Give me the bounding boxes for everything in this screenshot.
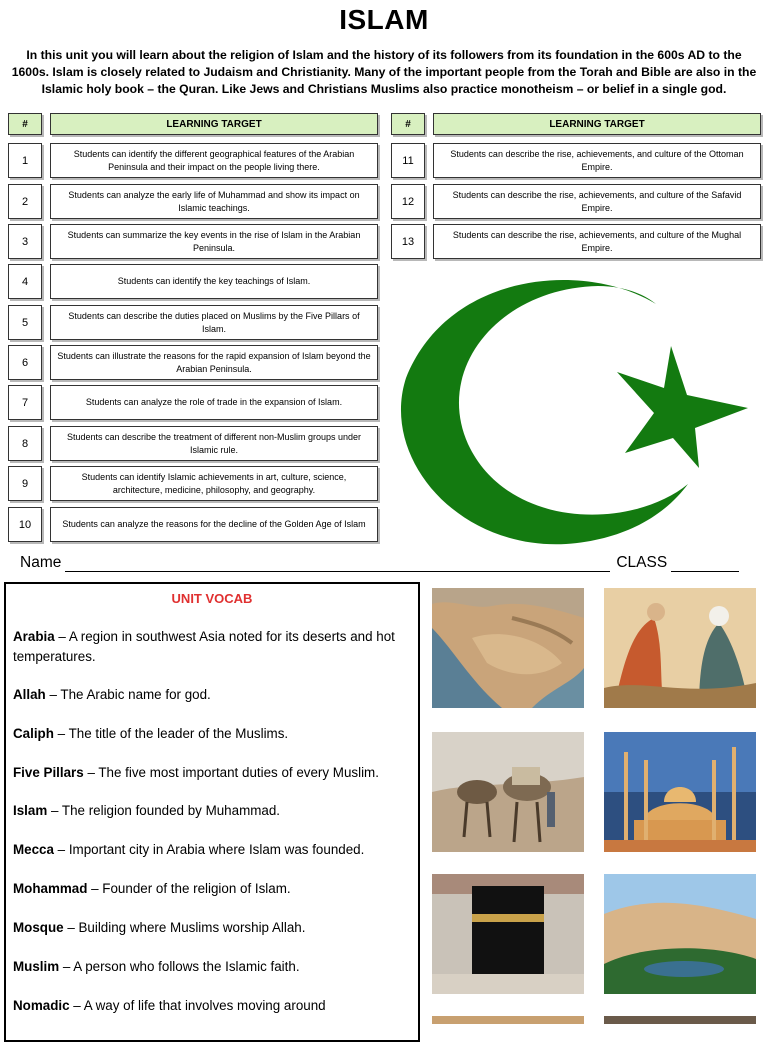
vocab-item [13, 840, 413, 860]
target-text: Students can describe the treatment of different non-Muslim groups under Islamic rule. [50, 426, 378, 461]
vocab-definition: – The title of the leader of the Muslims. [53, 726, 289, 741]
vocab-item [13, 763, 413, 783]
name-label: Name [20, 554, 62, 571]
vocab-definition: – Important city in Arabia where Islam was founded. [53, 842, 365, 857]
page-title: ISLAM [339, 4, 429, 35]
desert-oasis-image [604, 874, 756, 994]
vocab-term: Islam [13, 803, 48, 818]
vocab-item [13, 801, 413, 821]
kaaba-mecca-image [432, 874, 584, 994]
target-number: 2 [8, 184, 42, 219]
vocab-definition: – A way of life that involves moving around [69, 998, 326, 1013]
class-field[interactable] [671, 555, 739, 572]
table-header-number-right: # [391, 113, 425, 135]
name-field[interactable] [65, 555, 610, 572]
target-text: Students can identify the different geographical features of the Arabian Peninsula and their impact on the people living there. [50, 143, 378, 178]
mosque-image [604, 732, 756, 852]
class-label: CLASS [616, 554, 668, 571]
target-text: Students can identify Islamic achievements in art, culture, science, architecture, medicine, philosophy, and geography. [50, 466, 378, 501]
target-text: Students can analyze the reasons for the decline of the Golden Age of Islam [50, 507, 378, 542]
vocab-item [13, 879, 413, 899]
target-number: 12 [391, 184, 425, 219]
vocab-definition: – Building where Muslims worship Allah. [63, 920, 306, 935]
name-class-line [20, 554, 750, 572]
target-text: Students can describe the duties placed on Muslims by the Five Pillars of Islam. [50, 305, 378, 340]
bottom-image-right [604, 1016, 756, 1024]
target-number: 13 [391, 224, 425, 259]
vocab-definition: – A region in southwest Asia noted for its deserts and hot temperatures. [13, 629, 395, 664]
vocab-definition: – The Arabic name for god. [45, 687, 211, 702]
table-header-target-right: LEARNING TARGET [433, 113, 761, 135]
vocab-term: Mecca [13, 842, 54, 857]
vocab-item [13, 685, 413, 705]
vocab-definition: – The five most important duties of every Muslim. [83, 765, 379, 780]
vocab-item [13, 996, 413, 1016]
vocab-item [13, 918, 413, 938]
vocab-item [13, 627, 413, 667]
vocab-item [13, 957, 413, 977]
vocab-term: Muslim [13, 959, 60, 974]
target-number: 7 [8, 385, 42, 420]
target-text: Students can analyze the early life of Muhammad and show its impact on Islamic teachings. [50, 184, 378, 219]
vocab-list [13, 627, 413, 1035]
target-number: 8 [8, 426, 42, 461]
table-header-number-left: # [8, 113, 42, 135]
target-text: Students can describe the rise, achievements, and culture of the Safavid Empire. [433, 184, 761, 219]
vocab-term: Allah [13, 687, 46, 702]
vocab-heading: UNIT VOCAB [171, 591, 253, 606]
crescent-star-icon [388, 268, 753, 550]
target-text: Students can summarize the key events in the rise of Islam in the Arabian Peninsula. [50, 224, 378, 259]
target-number: 10 [8, 507, 42, 542]
vocab-term: Nomadic [13, 998, 70, 1013]
bottom-image-left [432, 1016, 584, 1024]
target-text: Students can identify the key teachings of Islam. [50, 264, 378, 299]
vocab-term: Mohammad [13, 881, 88, 896]
vocab-definition: – Founder of the religion of Islam. [87, 881, 291, 896]
target-text: Students can analyze the role of trade in the expansion of Islam. [50, 385, 378, 420]
vocab-item [13, 724, 413, 744]
target-text: Students can describe the rise, achievements, and culture of the Mughal Empire. [433, 224, 761, 259]
intro-paragraph: In this unit you will learn about the religion of Islam and the history of its followers from its foundation in the 600s AD to the 1600s. Islam is closely related to Judaism and Christianity. Many of the important people from the Torah and Bible are also in the Islamic holy book – the Quran. Like Jews and Christians Muslims also practice monotheism – or belief in a single god. [11, 48, 757, 96]
target-number: 1 [8, 143, 42, 178]
target-number: 11 [391, 143, 425, 178]
target-number: 4 [8, 264, 42, 299]
target-number: 3 [8, 224, 42, 259]
vocab-definition: – A person who follows the Islamic faith. [59, 959, 300, 974]
muhammad-painting-image [604, 588, 756, 708]
vocab-box [4, 582, 420, 1042]
arabian-peninsula-satellite-image [432, 588, 584, 708]
camel-caravan-image [432, 732, 584, 852]
table-header-target-left: LEARNING TARGET [50, 113, 378, 135]
target-number: 9 [8, 466, 42, 501]
target-number: 6 [8, 345, 42, 380]
vocab-definition: – The religion founded by Muhammad. [47, 803, 280, 818]
target-text: Students can illustrate the reasons for the rapid expansion of Islam beyond the Arabian Peninsula. [50, 345, 378, 380]
vocab-term: Caliph [13, 726, 54, 741]
vocab-term: Mosque [13, 920, 64, 935]
vocab-term: Arabia [13, 629, 55, 644]
target-number: 5 [8, 305, 42, 340]
target-text: Students can describe the rise, achievements, and culture of the Ottoman Empire. [433, 143, 761, 178]
vocab-term: Five Pillars [13, 765, 84, 780]
